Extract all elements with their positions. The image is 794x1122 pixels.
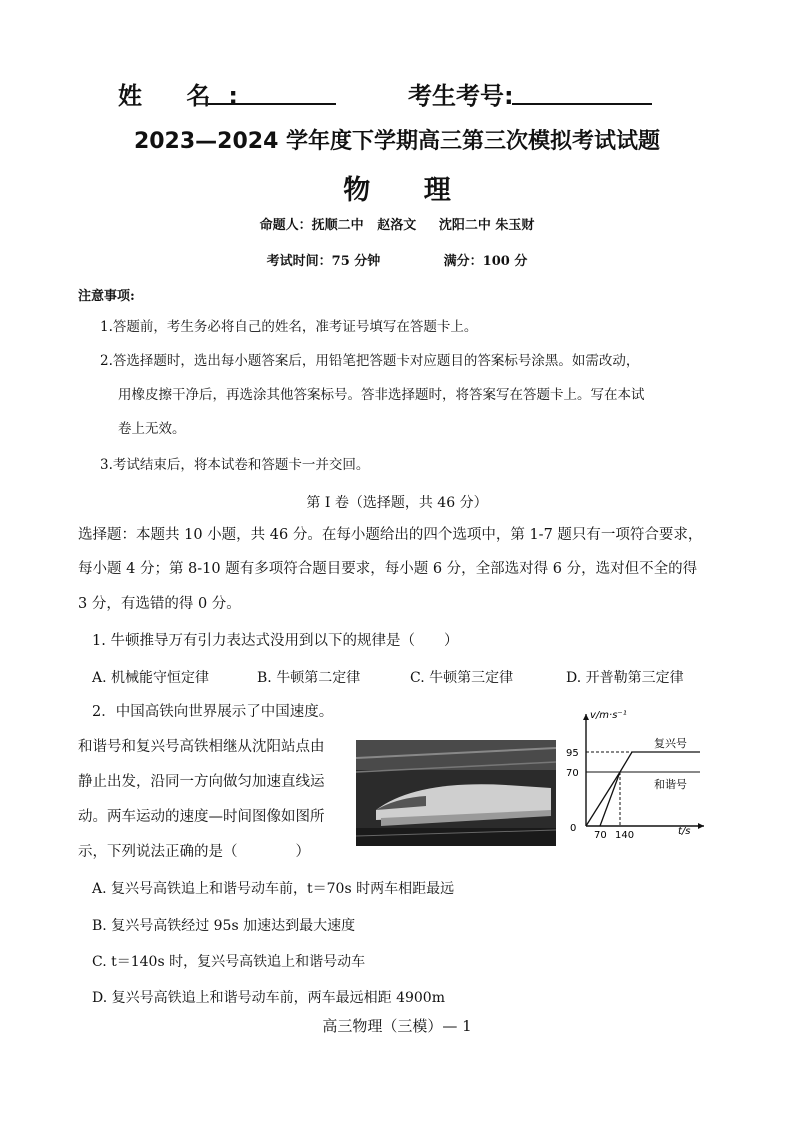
note-item: 卷上无效。 [118,421,186,437]
q2-option-a: A. 复兴号高铁追上和谐号动车前，t＝70s 时两车相距最远 [92,881,455,897]
q1-option-d: D. 开普勒第三定律 [566,670,684,686]
section-intro-line: 3 分，有选错的得 0 分。 [78,596,241,612]
velocity-time-graph [560,700,710,842]
name-blank [208,103,336,105]
origin-label: 0 [570,823,577,834]
section-intro-line: 选择题：本题共 10 小题，共 46 分。在每小题给出的四个选项中，第 1-7 题只有一项符合要求， [78,527,703,543]
q1-option-b: B. 牛顿第二定律 [257,670,361,686]
q2-option-c: C. t＝140s 时，复兴号高铁追上和谐号动车 [92,954,366,970]
q2-option-b: B. 复兴号高铁经过 95s 加速达到最大速度 [92,918,356,934]
x-tick-140: 140 [615,830,635,841]
note-item: 2.答选择题时，选出每小题答案后，用铅笔把答题卡对应题目的答案标号涂黑。如需改动， [100,353,640,369]
x-axis-arrow [698,823,704,829]
y-tick-95: 95 [566,748,579,759]
section-intro-line: 每小题 4 分；第 8-10 题有多项符合题目要求，每小题 6 分，全部选对得 6 分，选对但不全的得 [78,561,698,577]
legend-hexie: 和谐号 [654,778,687,791]
q1-option-a: A. 机械能守恒定律 [92,670,210,686]
subject-title: 物 理 [343,175,473,206]
name-label: 姓 名: [118,82,256,110]
section-title: 第 I 卷（选择题，共 46 分） [306,495,488,511]
legend-fuxing: 复兴号 [654,737,687,750]
y-axis-label: v/m·s⁻¹ [590,710,627,721]
note-item: 1.答题前，考生务必将自己的姓名，准考证号填写在答题卡上。 [100,319,478,335]
exam-title: 2023—2024 学年度下学期高三第三次模拟考试试题 [133,129,661,154]
student-id-blank [512,103,652,105]
fuxing-accel-line-upper [620,752,632,772]
x-axis-label: t/s [678,826,691,837]
student-id-label: 考生考号: [408,82,514,110]
q2-stem-line: 和谐号和复兴号高铁相继从沈阳站点由 [78,739,325,755]
note-item: 3.考试结束后，将本试卷和答题卡一并交回。 [100,457,370,473]
y-axis-arrow [583,714,589,720]
q2-stem-line: 静止出发，沿同一方向做匀加速直线运 [78,774,325,790]
q2-stem-line: 动。两车运动的速度—时间图像如图所 [78,809,325,825]
notes-title: 注意事项: [78,289,135,304]
q2-option-d: D. 复兴号高铁追上和谐号动车前，两车最远相距 4900m [92,990,445,1006]
page-footer: 高三物理（三模）— 1 [322,1017,472,1035]
q2-stem-line: 示，下列说法正确的是（ ） [78,844,310,860]
y-tick-70: 70 [566,768,579,779]
q1-stem: 1. 牛顿推导万有引力表达式没用到以下的规律是（ ） [92,633,459,649]
note-item: 用橡皮擦干净后，再选涂其他答案标号。答非选择题时，将答案写在答题卡上。写在本试 [118,387,645,403]
exam-header [0,76,794,112]
q1-option-c: C. 牛顿第三定律 [410,670,514,686]
x-tick-70: 70 [594,830,607,841]
exam-info: 考试时间：75 分钟 满分：100 分 [266,254,528,269]
train-photo [356,740,556,846]
q2-stem-line: 2．中国高铁向世界展示了中国速度。 [92,704,334,720]
authors-line: 命题人：抚顺二中 赵洛文 沈阳二中 朱玉财 [259,218,535,233]
